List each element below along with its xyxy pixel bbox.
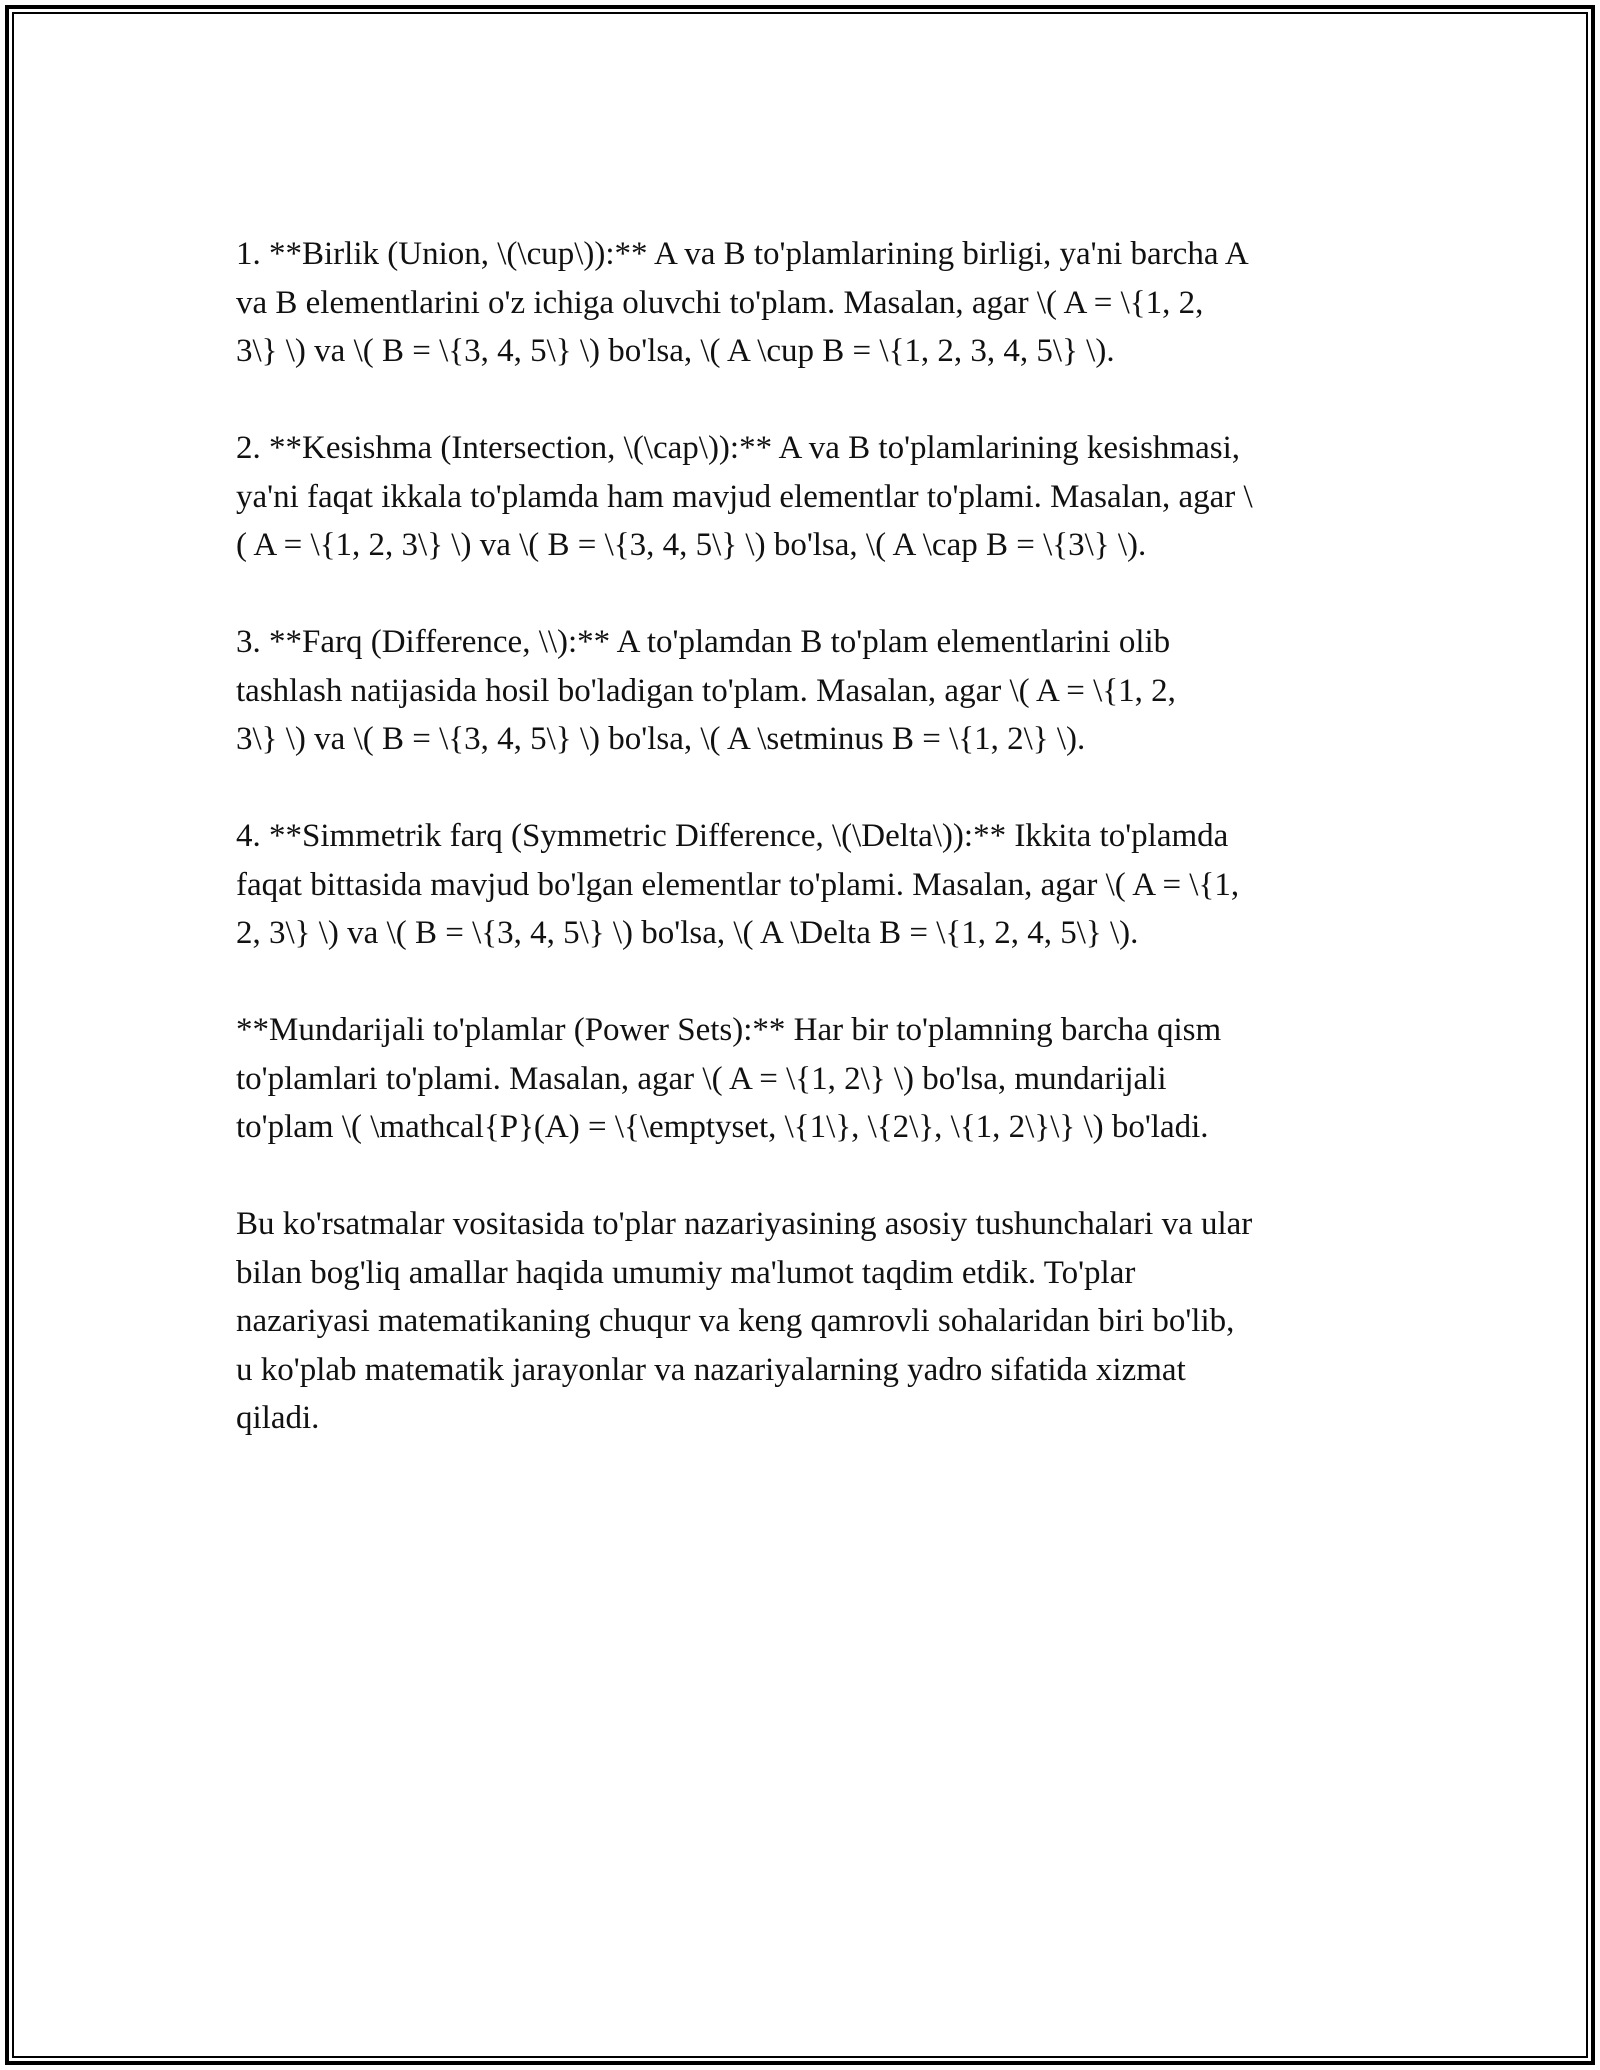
document-body	[236, 230, 1376, 1491]
paragraph-difference: 3. **Farq (Difference, \\):** A to'plamdan B to'plam elementlarini olib tashlash natijasida hosil bo'ladigan to'plam. Masalan, agar \( A = \{1, 2, 3\} \) va \( B = \{3, 4, 5\} \) bo'lsa, \( A \setminus B = \{1, 2\} \).	[236, 624, 1176, 757]
paragraph-conclusion: Bu ko'rsatmalar vositasida to'plar nazariyasining asosiy tushunchalari va ular bilan bog'liq amallar haqida umumiy ma'lumot taqdim etdik. To'plar nazariyasi matematikaning chuqur va keng qamrovli sohalaridan biri bo'lib, u ko'plab matematik jarayonlar va nazariyalarning yadro sifatida xizmat qiladi.	[236, 1206, 1253, 1436]
paragraph-union: 1. **Birlik (Union, \(\cup\)):** A va B to'plamlarining birligi, ya'ni barcha A va B elementlarini o'z ichiga oluvchi to'plam. Masalan, agar \( A = \{1, 2, 3\} \) va \( B = \{3, 4, 5\} \) bo'lsa, \( A \cup B = \{1, 2, 3, 4, 5\} \).	[236, 236, 1249, 369]
paragraph-intersection: 2. **Kesishma (Intersection, \(\cap\)):** A va B to'plamlarining kesishmasi, ya'ni faqat ikkala to'plamda ham mavjud elementlar to'plami. Masalan, agar \ ( A = \{1, 2, 3\} \) va \( B = \{3, 4, 5\} \) bo'lsa, \( A \cap B = \{3\} \).	[236, 430, 1253, 563]
paragraph-power-sets: **Mundarijali to'plamlar (Power Sets):** Har bir to'plamning barcha qism to'plamlari to'plami. Masalan, agar \( A = \{1, 2\} \) bo'lsa, mundarijali to'plam \( \mathcal{P}(A) = \{\emptyset, \{1\}, \{2\}, \{1, 2\}\} \) bo'ladi.	[236, 1012, 1222, 1145]
paragraph-symmetric-difference: 4. **Simmetrik farq (Symmetric Difference, \(\Delta\)):** Ikkita to'plamda faqat bittasida mavjud bo'lgan elementlar to'plami. Masalan, agar \( A = \{1, 2, 3\} \) va \( B = \{3, 4, 5\} \) bo'lsa, \( A \Delta B = \{1, 2, 4, 5\} \).	[236, 818, 1240, 951]
